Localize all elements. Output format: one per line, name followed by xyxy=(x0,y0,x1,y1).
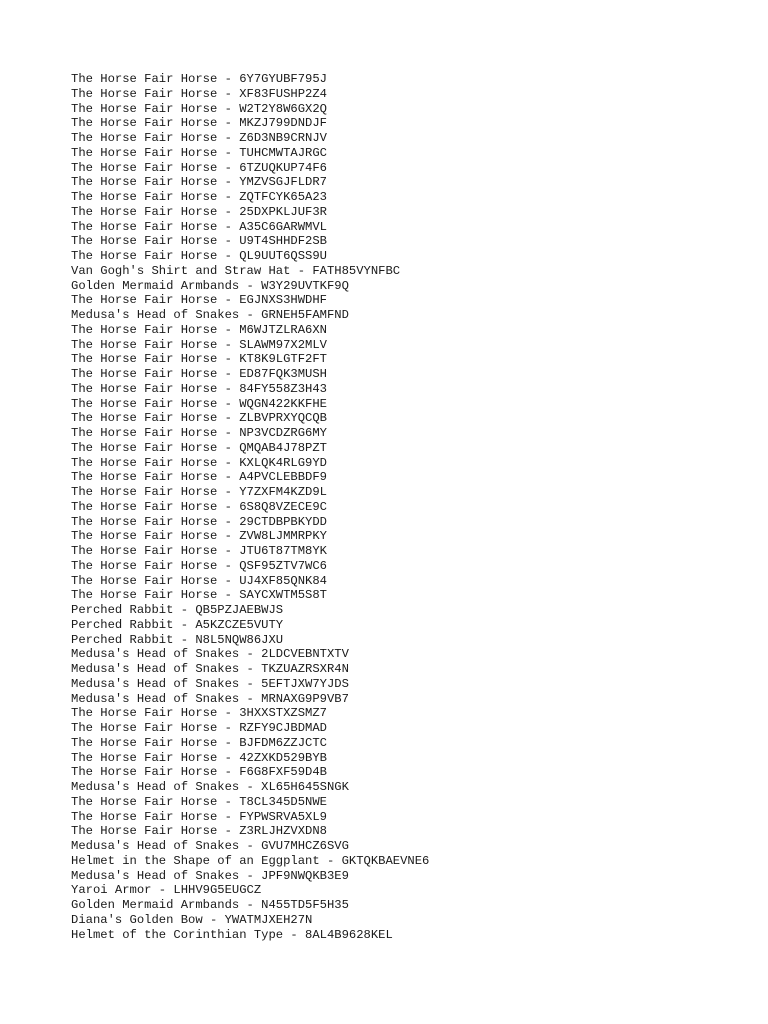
code-line: The Horse Fair Horse - F6G8FXF59D4B xyxy=(71,765,327,780)
code-line: The Horse Fair Horse - BJFDM6ZZJCTC xyxy=(71,735,327,750)
code-line: The Horse Fair Horse - YMZVSGJFLDR7 xyxy=(71,175,327,190)
code-line: Medusa's Head of Snakes - 5EFTJXW7YJDS xyxy=(71,676,349,691)
code-line: The Horse Fair Horse - WQGN422KKFHE xyxy=(71,396,327,411)
code-line: The Horse Fair Horse - UJ4XF85QNK84 xyxy=(71,573,327,588)
code-line: The Horse Fair Horse - Z6D3NB9CRNJV xyxy=(71,131,327,145)
code-line: The Horse Fair Horse - Y7ZXFM4KZD9L xyxy=(71,485,327,499)
code-line: The Horse Fair Horse - XF83FUSHP2Z4 xyxy=(71,86,327,101)
code-line: The Horse Fair Horse - NP3VCDZRG6MY xyxy=(71,426,327,440)
code-line: Perched Rabbit - N8L5NQW86JXU xyxy=(71,632,284,647)
code-line: The Horse Fair Horse - MKZJ799DNDJF xyxy=(71,116,327,131)
code-line: Golden Mermaid Armbands - W3Y29UVTKF9Q xyxy=(71,278,349,293)
code-line: The Horse Fair Horse - W2T2Y8W6GX2Q xyxy=(71,101,327,116)
code-line: The Horse Fair Horse - M6WJTZLRA6XN xyxy=(71,322,327,337)
code-line: The Horse Fair Horse - QMQAB4J78PZT xyxy=(71,440,327,455)
code-line: Medusa's Head of Snakes - TKZUAZRSXR4N xyxy=(71,662,349,676)
code-line: The Horse Fair Horse - Z3RLJHZVXDN8 xyxy=(71,824,327,839)
code-line: The Horse Fair Horse - ZVW8LJMMRPKY xyxy=(71,529,327,544)
code-line: The Horse Fair Horse - 25DXPKLJUF3R xyxy=(71,204,327,219)
code-line: Helmet of the Corinthian Type - 8AL4B9628KEL xyxy=(71,927,393,942)
code-line: The Horse Fair Horse - 6TZUQKUP74F6 xyxy=(71,160,327,175)
code-line: Perched Rabbit - A5KZCZE5VUTY xyxy=(71,617,284,632)
code-line: The Horse Fair Horse - A4PVCLEBBDF9 xyxy=(71,470,327,485)
code-line: The Horse Fair Horse - TUHCMWTAJRGC xyxy=(71,145,327,160)
code-line: The Horse Fair Horse - JTU6T87TM8YK xyxy=(71,544,327,558)
code-line: The Horse Fair Horse - QL9UUT6QSS9U xyxy=(71,249,327,263)
code-line: Medusa's Head of Snakes - JPF9NWQKB3E9 xyxy=(71,868,349,883)
code-line: The Horse Fair Horse - ED87FQK3MUSH xyxy=(71,367,327,381)
code-line: The Horse Fair Horse - FYPWSRVA5XL9 xyxy=(71,809,327,824)
code-line: The Horse Fair Horse - KT8K9LGTF2FT xyxy=(71,352,327,367)
code-line: The Horse Fair Horse - QSF95ZTV7WC6 xyxy=(71,558,327,573)
code-line: Golden Mermaid Armbands - N455TD5F5H35 xyxy=(71,898,349,912)
code-line: The Horse Fair Horse - 6Y7GYUBF795J xyxy=(71,72,327,86)
code-line: The Horse Fair Horse - 6S8Q8VZECE9C xyxy=(71,499,327,514)
code-line: The Horse Fair Horse - SAYCXWTM5S8T xyxy=(71,588,327,603)
code-line: Helmet in the Shape of an Eggplant - GKTQKBAEVNE6 xyxy=(71,853,430,868)
code-line: Van Gogh's Shirt and Straw Hat - FATH85VYNFBC xyxy=(71,263,401,278)
code-line: The Horse Fair Horse - T8CL345D5NWE xyxy=(71,794,327,809)
code-line: The Horse Fair Horse - A35C6GARWMVL xyxy=(71,219,327,234)
code-line: The Horse Fair Horse - 42ZXKD529BYB xyxy=(71,750,327,765)
code-line: The Horse Fair Horse - ZQTFCYK65A23 xyxy=(71,190,327,204)
code-line: The Horse Fair Horse - 84FY558Z3H43 xyxy=(71,381,327,396)
code-line: The Horse Fair Horse - EGJNXS3HWDHF xyxy=(71,293,327,308)
code-line: Medusa's Head of Snakes - GRNEH5FAMFND xyxy=(71,308,349,322)
code-line: Perched Rabbit - QB5PZJAEBWJS xyxy=(71,603,284,617)
code-line: Medusa's Head of Snakes - MRNAXG9P9VB7 xyxy=(71,691,349,706)
code-line: The Horse Fair Horse - 3HXXSTXZSMZ7 xyxy=(71,706,327,721)
code-line: The Horse Fair Horse - RZFY9CJBDMAD xyxy=(71,721,327,735)
code-line: The Horse Fair Horse - 29CTDBPBKYDD xyxy=(71,514,327,529)
code-line: The Horse Fair Horse - SLAWM97X2MLV xyxy=(71,337,327,352)
code-line: Diana's Golden Bow - YWATMJXEH27N xyxy=(71,912,313,927)
code-line: Medusa's Head of Snakes - GVU7MHCZ6SVG xyxy=(71,839,349,853)
code-line: Yaroi Armor - LHHV9G5EUGCZ xyxy=(71,883,262,898)
code-list xyxy=(71,72,429,942)
code-line: The Horse Fair Horse - U9T4SHHDF2SB xyxy=(71,234,327,249)
code-line: Medusa's Head of Snakes - XL65H645SNGK xyxy=(71,780,349,794)
code-line: The Horse Fair Horse - ZLBVPRXYQCQB xyxy=(71,411,327,426)
code-line: The Horse Fair Horse - KXLQK4RLG9YD xyxy=(71,455,327,470)
code-line: Medusa's Head of Snakes - 2LDCVEBNTXTV xyxy=(71,647,349,662)
